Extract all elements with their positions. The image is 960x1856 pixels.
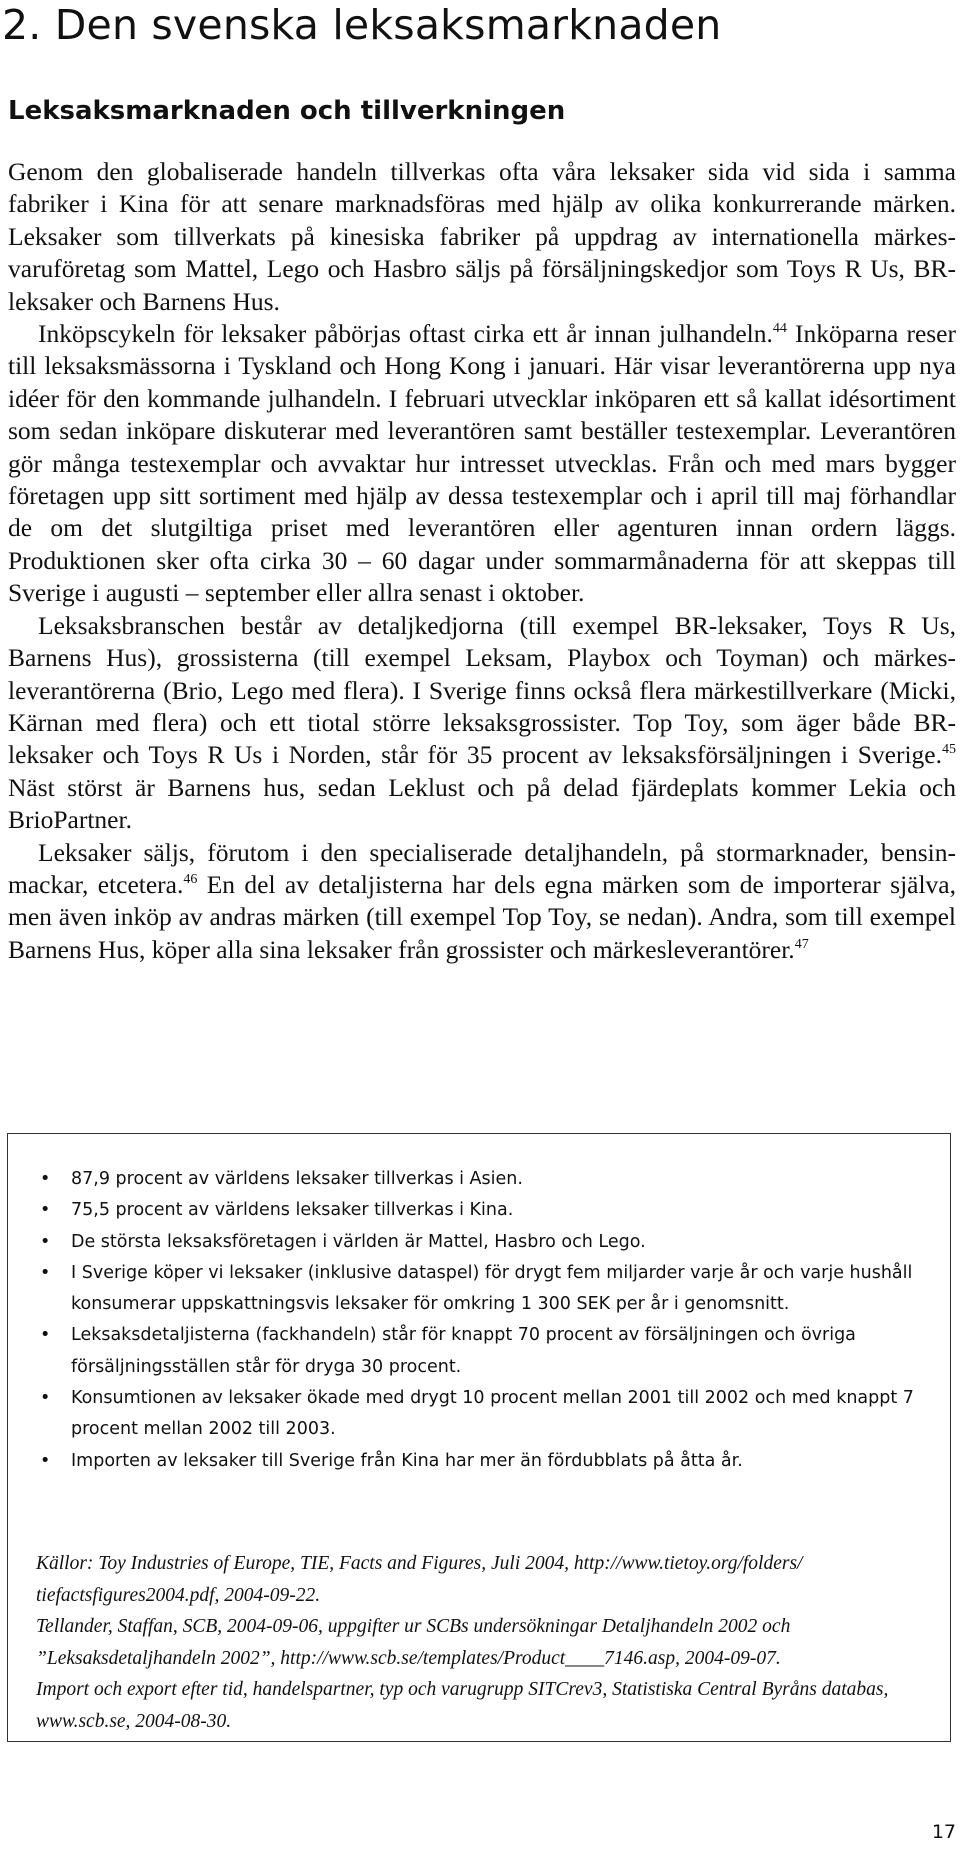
bullet-icon: • (40, 1262, 51, 1283)
source-entry: Tellander, Staffan, SCB, 2004-09-06, uppgifter ur SCBs undersökningar Detaljhandeln 2002 och ”Leksaksdetaljhandeln 2002”, http://www.scb.se/templates/Product____7146.asp, 2004-09-07. (36, 1616, 791, 1669)
paragraph-4 (8, 837, 956, 967)
paragraph-text: Näst störst är Barnens hus, sedan Leklust och på delad fjärdeplats kommer Lekia och BrioPartner. (8, 772, 956, 835)
paragraph-text: Inköpscykeln för leksaker påbörjas oftast cirka ett år innan julhandeln. (38, 319, 773, 349)
fact-item (36, 1227, 916, 1258)
paragraph-text: Leksaksbranschen består av detaljkedjorna (till exempel BR-leksaker, Toys R Us, Barnens Hus), grossisterna (till exempel Leksam, Playbox och Toyman) och märkesleverantörerna (Brio, Lego med flera). I Sverige finns också flera märkestillverkare (Micki, Kärnan med flera) och ett tiotal större leksaksgrossister. Top Toy, som äger både BR-leksaker och Toys R Us i Norden, står för 35 procent av leksaksförsäljningen i Sverige. (8, 610, 956, 770)
footnote-ref-45: 45 (942, 742, 956, 758)
paragraph-text: Leksaker säljs, förutom i den specialiserade detaljhandeln, på stormarknader, bensinmackar, etcetera. (8, 837, 956, 899)
source-entry: Källor: Toy Industries of Europe, TIE, Facts and Figures, Juli 2004, http://www.tietoy.org/folders/ tiefactsfigures2004.pdf, 2004-09-22. (36, 1553, 803, 1606)
paragraph-2 (8, 318, 956, 610)
fact-text: 75,5 procent av världens leksaker tillverkas i Kina. (71, 1200, 514, 1221)
bullet-icon: • (40, 1388, 51, 1409)
bullet-icon: • (40, 1200, 51, 1221)
fact-text: Konsumtionen av leksaker ökade med drygt 10 procent mellan 2001 till 2002 och med knappt 7 procent mellan 2002 till 2003. (71, 1388, 914, 1440)
fact-text: Leksaksdetaljisterna (fackhandeln) står för knappt 70 procent av försäljningen och övriga försäljningsställen står för dryga 30 procent. (71, 1325, 856, 1377)
sources-block (36, 1548, 926, 1737)
body-text (8, 156, 956, 966)
fact-item (36, 1164, 916, 1195)
fact-text: Importen av leksaker till Sverige från Kina har mer än fördubblats på åtta år. (71, 1450, 743, 1471)
footnote-ref-44: 44 (772, 321, 787, 337)
fact-item (36, 1320, 916, 1383)
fact-item (36, 1258, 916, 1321)
fact-box (7, 1133, 951, 1742)
fact-text: De största leksaksföretagen i världen är Mattel, Hasbro och Lego. (71, 1231, 646, 1252)
fact-item (36, 1383, 916, 1446)
bullet-icon: • (40, 1231, 51, 1252)
footnote-ref-46: 46 (183, 871, 198, 887)
page-number: 17 (931, 1821, 956, 1843)
bullet-icon: • (40, 1325, 51, 1346)
section-title: Leksaksmarknaden och tillverkningen (8, 96, 566, 126)
bullet-icon: • (40, 1450, 51, 1471)
footnote-ref-47: 47 (794, 936, 809, 952)
paragraph-text: Genom den globaliserade handeln tillverkas ofta våra leksaker sida vid sida i samma fabriker i Kina för att senare marknadsföras med hjälp av olika konkurrerande märken. Leksaker som tillverkats på kinesiska fabriker på uppdrag av internationella märkesvaruföretag som Mattel, Lego och Hasbro säljs på försäljningskedjor som Toys R Us, BR-leksaker och Barnens Hus. (8, 157, 956, 316)
fact-text: I Sverige köper vi leksaker (inklusive dataspel) för drygt fem miljarder varje år och varje hushåll konsumerar uppskattningsvis leksaker för omkring 1 300 SEK per år i genomsnitt. (71, 1262, 913, 1315)
paragraph-3 (8, 610, 956, 837)
paragraph-text: Inköparna reser till leksaksmässorna i Tyskland och Hong Kong i januari. Här visar leverantörerna upp nya idéer för den kommande julhandeln. I februari utvecklar inköparen ett så kallat idésortiment som sedan inköpare diskuterar med leverantören samt beställer testexemplar. Leverantören gör många testexemplar och avvaktar hur intresset utvecklas. Från och med mars bygger företagen upp sitt sortiment med hjälp av dessa testexemplar och i april till maj förhandlar de om det slutgiltiga priset med leverantören eller agenturen innan ordern läggs. Produktionen sker ofta cirka 30 – 60 dagar under sommarmånaderna för att skeppas till Sverige i augusti – september eller allra senast i oktober. (8, 319, 956, 608)
fact-item (36, 1195, 916, 1226)
fact-list (36, 1164, 916, 1477)
source-entry: Import och export efter tid, handelspartner, typ och varugrupp SITCrev3, Statistiska Central Byråns databas, www.scb.se, 2004-08-30. (36, 1679, 889, 1732)
chapter-title: 2. Den svenska leksaksmarknaden (2, 1, 722, 49)
bullet-icon: • (40, 1169, 51, 1189)
fact-item (36, 1446, 916, 1477)
paragraph-text: En del av detaljisterna har dels egna märken som de importerar själva, men även inköp av andras märken (till exempel Top Toy, se nedan). Andra, som till exempel Barnens Hus, köper alla sina leksaker från grossister och märkesleverantörer. (8, 869, 956, 964)
paragraph-1 (8, 156, 956, 318)
fact-text: 87,9 procent av världens leksaker tillverkas i Asien. (71, 1169, 523, 1189)
